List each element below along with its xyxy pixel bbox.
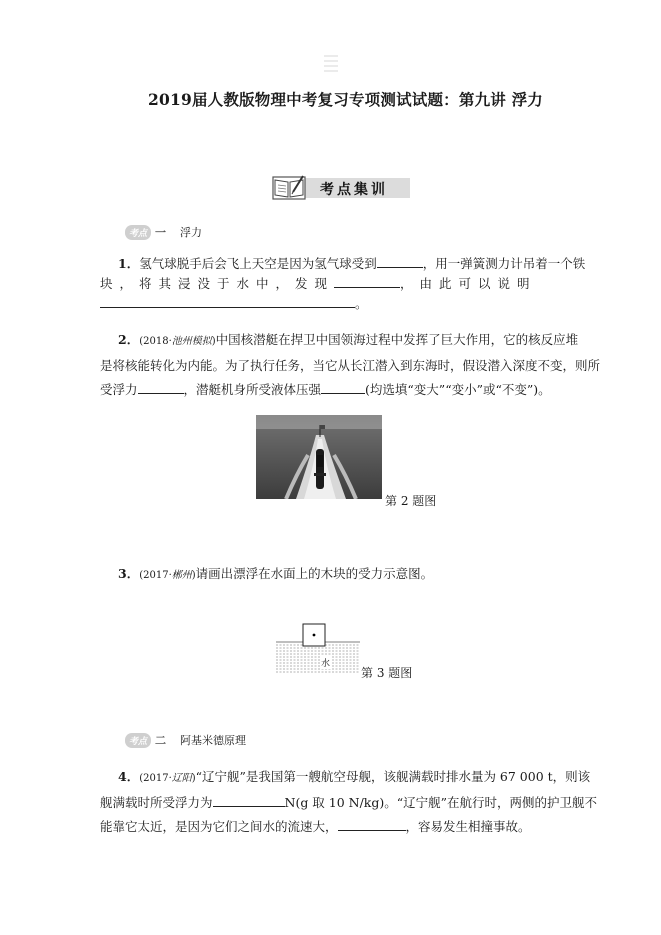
page-title: 2019届人教版物理中考复习专项测试试题：第九讲 浮力 [148, 90, 543, 109]
question-number: 4 [118, 769, 127, 784]
banner-title: 考点集训 [320, 182, 388, 198]
question-text: 请画出漂浮在水面上的木块的受力示意图。 [195, 566, 434, 581]
question-source: (2017·郴州) [139, 570, 196, 581]
floating-block-diagram [276, 618, 360, 676]
question-text: N(g 取 10 N/kg)。“辽宁舰”在航行时，两侧的护卫舰不 [284, 795, 598, 810]
question-source: (2018·池州模拟) [139, 336, 216, 347]
section-badge: 考点 [125, 733, 151, 748]
section-tag-1 [125, 224, 202, 240]
section-badge: 考点 [125, 225, 151, 240]
question-source: (2017·辽阳) [139, 773, 196, 784]
question-text: ，由此可以说明 [400, 276, 537, 291]
question-number: 3 [118, 566, 127, 581]
book-pen-icon [272, 174, 306, 200]
question-text: ，用一弹簧测力计吊着一个铁 [422, 256, 586, 271]
answer-blank[interactable] [334, 273, 400, 288]
question-text: 能靠它太近，是因为它们之间水的流速大， [100, 819, 338, 834]
question-number: 1 [118, 256, 127, 271]
answer-blank[interactable] [377, 253, 423, 268]
section-number: 二 [155, 734, 167, 747]
water-label: 水 [320, 656, 331, 669]
question-text: ，容易发生相撞事故。 [405, 819, 531, 834]
question-text: 块，将其浸没于水中，发现 [100, 276, 335, 291]
section-banner [272, 174, 412, 200]
question-text: 舰满载时所受浮力为 [100, 795, 213, 810]
question-text: 是将核能转化为内能。为了执行任务，当它从长江潜入到东海时，假设潜入深度不变，则所 [100, 358, 601, 373]
question-text: 。 [355, 296, 368, 311]
section-label: 浮力 [180, 226, 203, 239]
answer-blank[interactable] [213, 792, 285, 807]
question-text: ，潜艇机身所受液体压强 [183, 382, 322, 397]
submarine-photo [256, 415, 382, 499]
question-number: 2 [118, 332, 127, 347]
section-tag-2 [125, 732, 246, 748]
section-number: 一 [155, 226, 167, 239]
question-text: (均选填“变大”“变小”或“不变”)。 [365, 382, 551, 397]
question-text: 受浮力 [100, 382, 138, 397]
answer-blank[interactable] [138, 379, 184, 394]
question-text: 中国核潜艇在捍卫中国领海过程中发挥了巨大作用，它的核反应堆 [215, 332, 579, 347]
section-label: 阿基米德原理 [180, 734, 247, 747]
question-text: 氢气球脱手后会飞上天空是因为氢气球受到 [139, 256, 377, 271]
figure-caption: 第 2 题图 [385, 494, 437, 508]
answer-blank[interactable] [100, 293, 355, 308]
answer-blank[interactable] [321, 379, 365, 394]
figure-caption: 第 3 题图 [361, 666, 413, 680]
question-text: “辽宁舰”是我国第一艘航空母舰，该舰满载时排水量为 67 000 t，则该 [195, 769, 591, 784]
page-mark [322, 52, 340, 74]
answer-blank[interactable] [338, 816, 406, 831]
